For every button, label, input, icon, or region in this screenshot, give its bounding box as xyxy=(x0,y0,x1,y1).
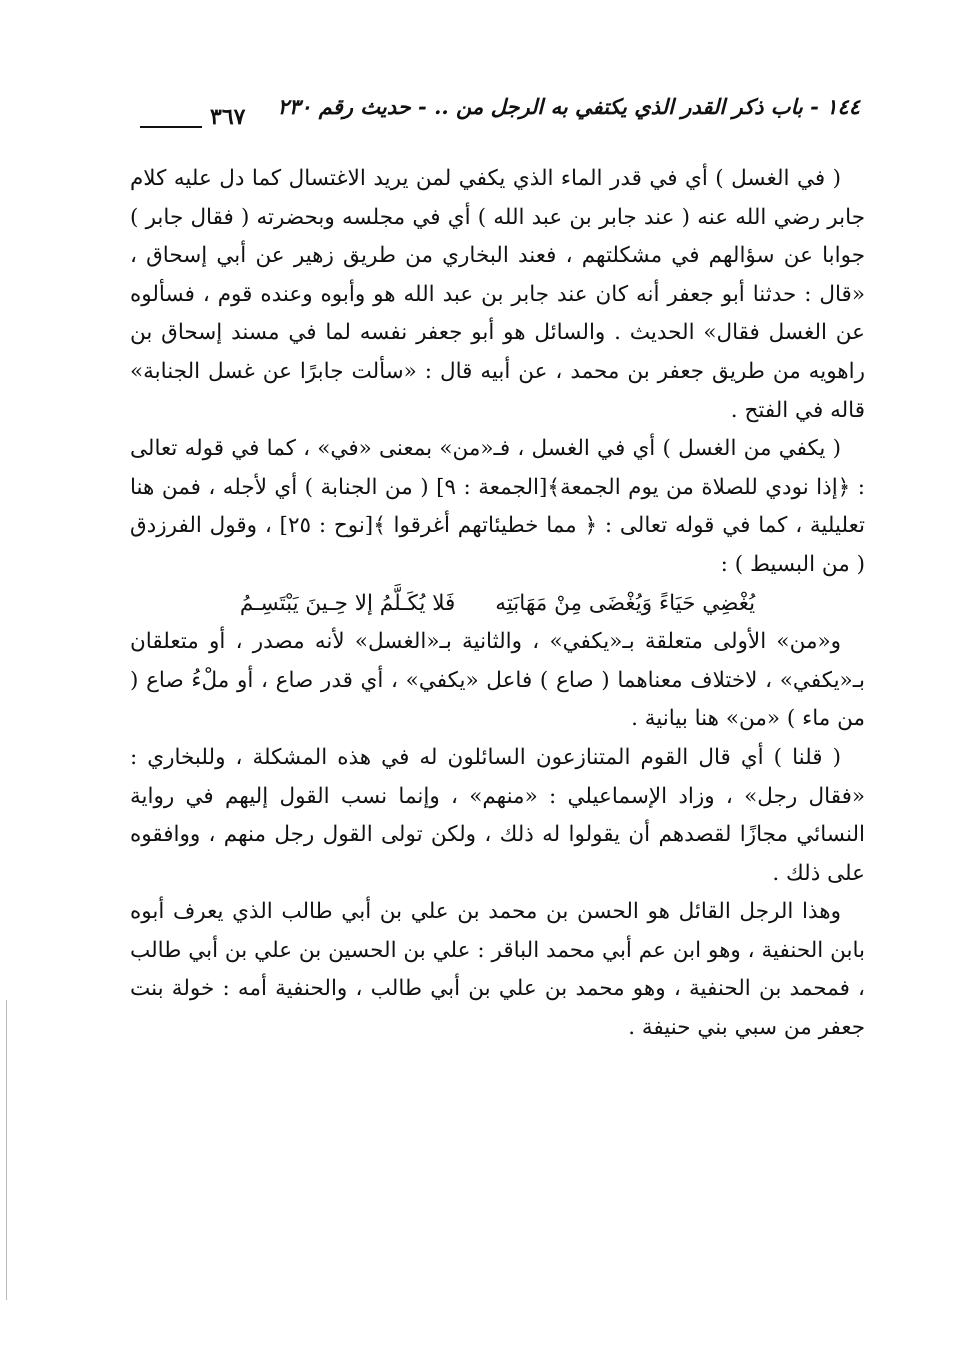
paragraph-3: و«من» الأولى متعلقة بـ«يكفي» ، والثانية بـ«الغسل» لأنه مصدر ، أو متعلقان بـ«يكفي» ، لاختلاف معناهما ( صاع ) فاعل «يكفي» ، أي قدر صاع ، أو ملْءُ صاع ( من ماء ) «من» هنا بيانية . xyxy=(130,629,865,732)
scan-edge-line xyxy=(6,1000,7,1300)
paragraph-4: ( قلنا ) أي قال القوم المتنازعون السائلون له في هذه المشكلة ، وللبخاري : «فقال رجل» ، وزاد الإسماعيلي : «منهم» ، وإنما نسب القول إليهم في رواية النسائي مجازًا لقصدهم أن يقولوا له ذلك ، ولكن تولى القول رجل منهم ، ووافقوه على ذلك . xyxy=(130,744,865,886)
paragraph-2: ( يكفي من الغسل ) أي في الغسل ، فـ«من» بمعنى «في» ، كما في قوله تعالى : ﴿إذا نودي للصلاة من يوم الجمعة﴾[الجمعة : ٩] ( من الجنابة ) أي لأجله ، فمن هنا تعليلية ، كما في قوله تعالى : ﴿ مما خطيئاتهم أغرقوا ﴾[نوح : ٢٥] ، وقول الفرزدق ( من البسيط ) : xyxy=(130,436,865,577)
poem-hemistich-1: يُغْضِي حَيَاءً وَيُغْضَى مِنْ مَهَابَتِه xyxy=(495,590,756,616)
running-title: ١٤٤ - باب ذكر القدر الذي يكتفي به الرجل من .. - حديث رقم ٢٣٠ xyxy=(277,94,860,119)
page-header xyxy=(140,92,860,142)
paragraph-1: ( في الغسل ) أي في قدر الماء الذي يكفي لمن يريد الاغتسال كما دل عليه كلام جابر رضي الله عنه ( عند جابر بن عبد الله ) أي في مجلسه وبحضرته ( فقال جابر ) جوابا عن سؤالهم في مشكلتهم ، فعند البخاري من طريق زهير عن أبي إسحاق ، «قال : حدثنا أبو جعفر أنه كان عند جابر بن عبد الله هو وأبوه وعنده قوم ، فسألوه عن الغسل فقال» الحديث . والسائل هو أبو جعفر نفسه لما في مسند إسحاق بن راهويه من طريق جعفر بن محمد ، عن أبيه قال : «سألت جابرًا عن غسل الجنابة» قاله في الفتح . xyxy=(130,166,865,423)
page-body xyxy=(130,160,865,1048)
paragraph-5: وهذا الرجل القائل هو الحسن بن محمد بن علي بن أبي طالب الذي يعرف أبوه بابن الحنفية ، وهو ابن عم أبي محمد الباقر : علي بن الحسين بن علي بن أبي طالب ، فمحمد بن الحنفية ، وهو محمد بن علي بن أبي طالب ، والحنفية أمه : خولة بنت جعفر من سبي بني حنيفة . xyxy=(130,899,865,1041)
page-number: ٣٦٧ xyxy=(210,104,246,130)
poem-verse xyxy=(148,585,847,624)
poem-hemistich-2: فَلا يُكَـلَّمُ إلا حِـينَ يَبْتَسِـمُ xyxy=(239,590,456,616)
header-rule xyxy=(140,126,202,128)
